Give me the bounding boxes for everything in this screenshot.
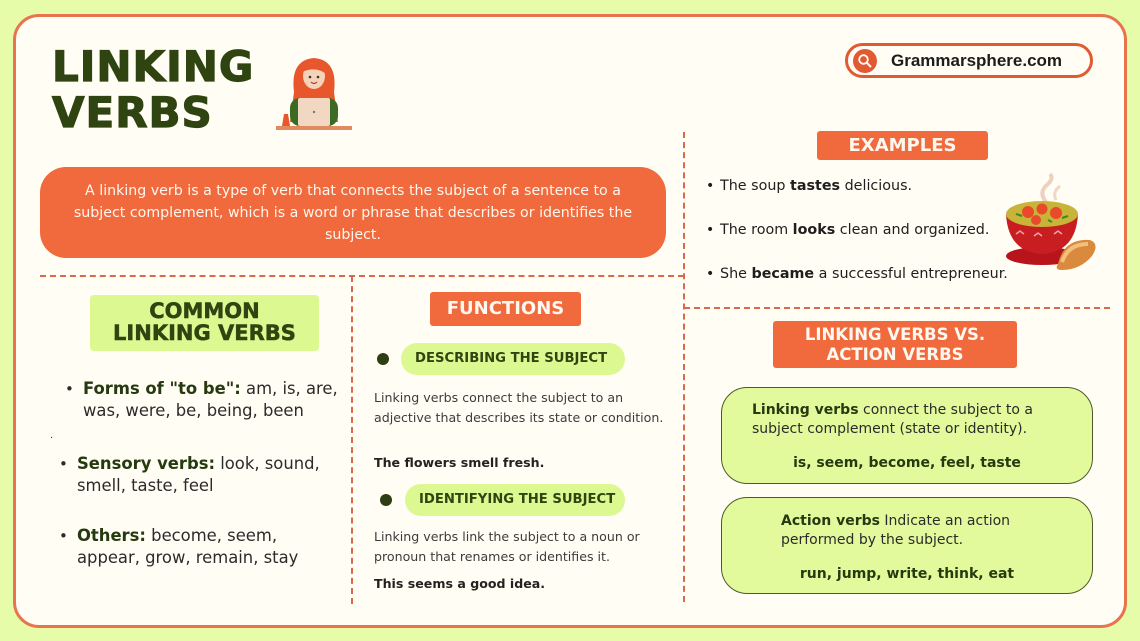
site-logo-link[interactable] (845, 43, 1093, 78)
function-example-identifying: This seems a good idea. (374, 576, 546, 591)
example-item: • The soup tastes delicious. (706, 178, 913, 194)
functions-heading: FUNCTIONS (430, 292, 581, 326)
function-text-identifying: Linking verbs link the subject to a noun or pronoun that renames or identifies it. (374, 529, 640, 564)
action-verbs-box: Action verbs Indicate an action performed by the subject. run, jump, write, think, eat (721, 497, 1093, 594)
definition-box: A linking verb is a type of verb that connects the subject of a sentence to a subject complement, which is a word or phrase that describes or identifies the subject. (40, 167, 666, 258)
logo-text: Grammarsphere.com (891, 50, 1063, 70)
bullet-icon (380, 494, 392, 506)
bullet-icon: • (59, 527, 68, 545)
title-line-1: LINKING (52, 42, 255, 91)
function-example-describing: The flowers smell fresh. (374, 455, 545, 470)
girl-with-laptop-illustration (272, 52, 356, 134)
vertical-divider-right (683, 132, 685, 602)
common-verb-item: • Forms of "to be": am, is, are, was, were, be, being, been (65, 379, 338, 420)
bullet-icon: • (59, 455, 68, 473)
linking-verbs-box: Linking verbs connect the subject to a subject complement (state or identity). is, seem, become, feel, taste (721, 387, 1093, 484)
stray-mark: . (50, 430, 54, 441)
bullet-icon: • (65, 380, 74, 398)
vertical-divider-middle (351, 276, 353, 604)
example-item: • The room looks clean and organized. (706, 222, 990, 238)
example-item: • She became a successful entrepreneur. (706, 266, 1008, 282)
search-icon (853, 49, 877, 73)
common-verb-item: • Others: become, seem, appear, grow, remain, stay (59, 526, 299, 567)
bullet-icon: • (706, 266, 715, 282)
function-title-identifying: IDENTIFYING THE SUBJECT (405, 484, 625, 516)
bullet-icon (377, 353, 389, 365)
bullet-icon: • (706, 178, 715, 194)
horizontal-divider-left (40, 275, 684, 277)
common-verb-item: • Sensory verbs: look, sound, smell, taste, feel (59, 454, 320, 495)
title-line-2: VERBS (52, 88, 213, 137)
common-linking-verbs-heading: COMMON LINKING VERBS (90, 295, 319, 351)
soup-bowl-illustration (1002, 172, 1102, 274)
function-text-describing: Linking verbs connect the subject to an adjective that describes its state or condition. (374, 390, 664, 425)
examples-list (706, 178, 1008, 310)
bullet-icon: • (706, 222, 715, 238)
linking-vs-action-heading: LINKING VERBS VS. ACTION VERBS (773, 321, 1017, 368)
examples-heading: EXAMPLES (817, 131, 988, 160)
function-title-describing: DESCRIBING THE SUBJECT (401, 343, 625, 375)
common-verbs-list (55, 378, 345, 569)
page-title (52, 44, 254, 136)
